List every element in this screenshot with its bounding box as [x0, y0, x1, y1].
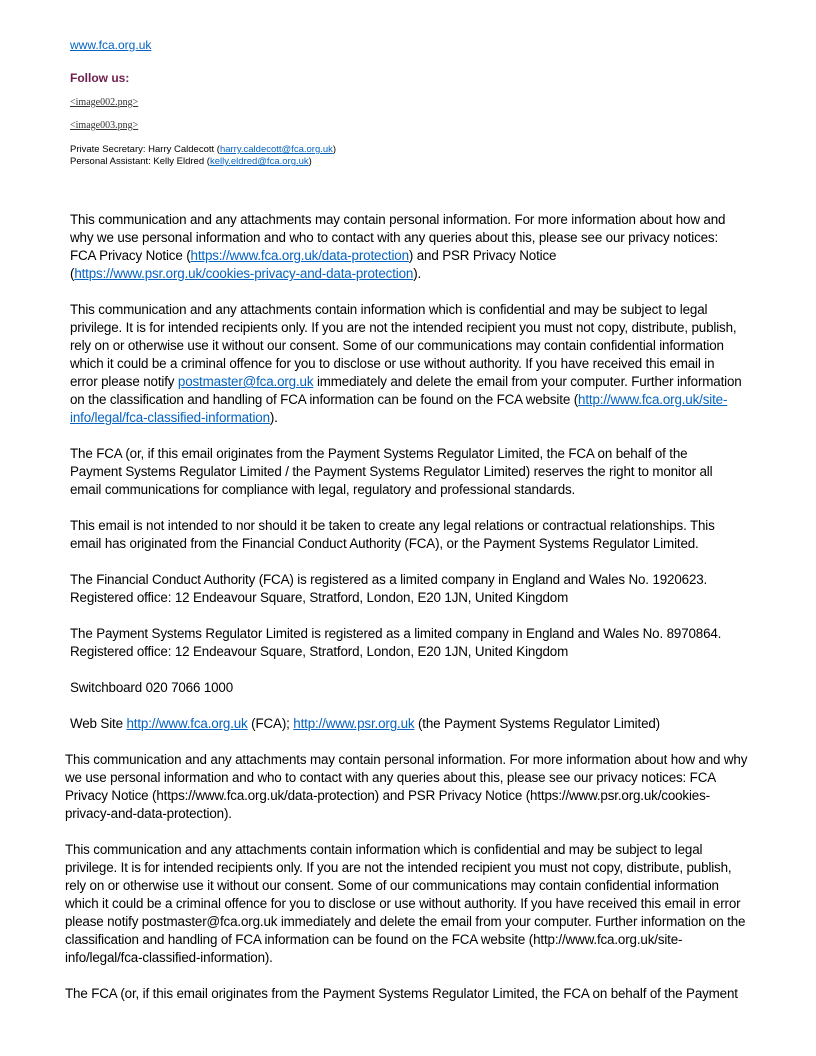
follow-us-label: Follow us: — [70, 71, 130, 85]
fca-registration-line2: Registered office: 12 Endeavour Square, Stratford, London, E20 1JN, United Kingdom — [70, 590, 569, 605]
image-placeholder-2 — [70, 119, 770, 132]
personal-assistant-prefix: Personal Assistant: Kelly Eldred ( — [70, 156, 210, 167]
image-placeholder-1 — [70, 96, 770, 109]
website-paragraph — [70, 715, 742, 733]
website-prefix: Web Site — [70, 716, 127, 731]
image003-attachment-link[interactable]: <image003.png> — [70, 120, 139, 131]
website-middle: (FCA); — [247, 716, 294, 731]
confidential-paragraph — [70, 301, 742, 427]
staff-contacts — [70, 144, 770, 168]
privacy-text-2: ) and PSR Privacy Notice ( — [70, 248, 557, 281]
monitor-paragraph: The FCA (or, if this email originates from the Payment Systems Regulator Limited, the FCA on behalf of the Payment Systems Regulator Limited / the Payment Systems Regulator Limited) reserves the right to monitor all email communications for compliance with legal, regulatory and professional standards. — [70, 446, 713, 497]
psr-registration-line2: Registered office: 12 Endeavour Square, Stratford, London, E20 1JN, United Kingdom — [70, 644, 569, 659]
legal-relations-paragraph: This email is not intended to nor should it be taken to create any legal relations or contractual relationships. This email has originated from the Financial Conduct Authority (FCA), or the Payment Systems Regulator Limited. — [70, 518, 715, 551]
plain-confidential-paragraph: This communication and any attachments contain information which is confidential and may be subject to legal privilege. It is for intended recipients only. If you are not the intended recipient you must not copy, distribute, publish, rely on or otherwise use it without our consent. Some of our communications may contain confidential information which it could be a criminal offence for you to disclose or use without authority. If you have received this email in error please notify postmaster@fca.org.uk immediately and delete the email from your computer. Further information on the classification and handling of FCA information can be found on the FCA website (http://www.fca.org.uk/site-info/legal/fca-classified-information). — [65, 842, 746, 965]
personal-assistant-suffix: ) — [308, 156, 312, 167]
privacy-text-1: This communication and any attachments may contain personal information. For more information about how and why we use personal information and who to contact with any queries about this, please see our privacy notices: FCA Privacy Notice ( — [70, 212, 726, 263]
email-signature — [70, 36, 770, 168]
psr-registration-line1: The Payment Systems Regulator Limited is registered as a limited company in England and Wales No. 8970864. — [70, 626, 722, 641]
psr-site-link[interactable]: http://www.psr.org.uk — [293, 716, 415, 731]
psr-privacy-link[interactable]: https://www.psr.org.uk/cookies-privacy-and-data-protection — [74, 266, 414, 281]
postmaster-email-link[interactable]: postmaster@fca.org.uk — [177, 374, 314, 389]
private-secretary-suffix: ) — [332, 144, 337, 155]
fca-registration-paragraph — [70, 571, 742, 607]
privacy-text-3: ). — [413, 266, 422, 281]
website-suffix: (the Payment Systems Regulator Limited) — [414, 716, 660, 731]
image002-attachment-link[interactable]: <image002.png> — [70, 97, 139, 108]
personal-assistant-email-link[interactable]: kelly.eldred@fca.org.uk — [209, 156, 309, 167]
fca-website-link[interactable]: www.fca.org.uk — [70, 38, 152, 52]
confidential-text-3: ). — [269, 410, 278, 425]
private-secretary-prefix: Private Secretary: Harry Caldecott ( — [70, 144, 220, 155]
fca-classified-info-link[interactable]: http://www.fca.org.uk/site-info/legal/fca-classified-information — [70, 392, 728, 425]
private-secretary-email-link[interactable]: harry.caldecott@fca.org.uk — [219, 144, 333, 155]
fca-site-link[interactable]: http://www.fca.org.uk — [126, 716, 248, 731]
plain-monitor-paragraph: The FCA (or, if this email originates from the Payment Systems Regulator Limited, the FCA on behalf of the Payment — [65, 986, 738, 1001]
privacy-paragraph — [70, 211, 742, 283]
switchboard-paragraph: Switchboard 020 7066 1000 — [70, 680, 234, 695]
disclaimer-plain-text — [65, 751, 755, 1021]
plain-privacy-paragraph: This communication and any attachments may contain personal information. For more information about how and why we use personal information and who to contact with any queries about this, please see our privacy notices: FCA Privacy Notice (https://www.fca.org.uk/data-protection) and PSR Privacy Notice (https://www.psr.org.uk/cookies-privacy-and-data-protection). — [65, 752, 748, 821]
fca-registration-line1: The Financial Conduct Authority (FCA) is registered as a limited company in England and Wales No. 1920623. — [70, 572, 708, 587]
fca-privacy-link[interactable]: https://www.fca.org.uk/data-protection — [190, 248, 409, 263]
private-secretary-line — [70, 144, 770, 156]
personal-assistant-line — [70, 156, 770, 168]
disclaimer-formatted — [70, 211, 742, 751]
psr-registration-paragraph — [70, 625, 742, 661]
confidential-text-1: This communication and any attachments contain information which is confidential and may be subject to legal privilege. It is for intended recipients only. If you are not the intended recipient you must not copy, distribute, publish, rely on or otherwise use it without our consent. Some of our communications may contain confidential information which it could be a criminal offence for you to disclose or use without authority. If you have received this email in error please notify — [70, 302, 737, 389]
confidential-text-2: immediately and delete the email from your computer. Further information on the classification and handling of FCA information can be found on the FCA website ( — [70, 374, 742, 407]
